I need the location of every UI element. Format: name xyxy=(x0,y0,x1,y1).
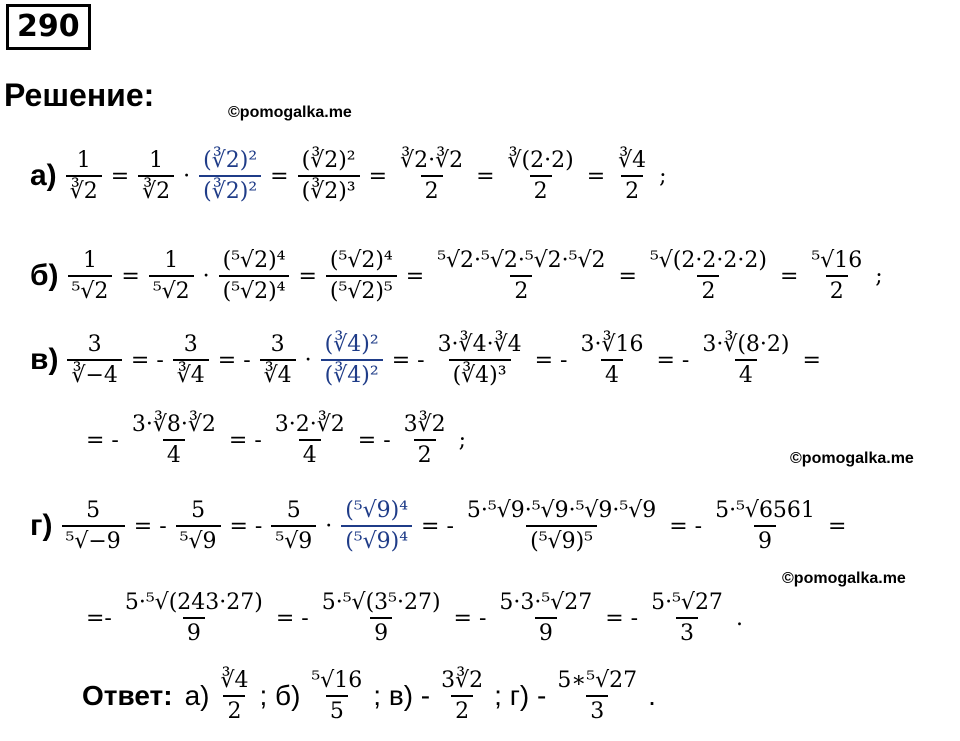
fraction xyxy=(219,248,290,304)
fraction xyxy=(463,498,660,554)
watermark: ©pomogalka.me xyxy=(790,450,914,467)
operator: = - xyxy=(421,513,454,539)
operator: = xyxy=(618,263,637,289)
numerator: 3·∛16 xyxy=(580,332,644,357)
fraction xyxy=(711,498,819,554)
fraction xyxy=(307,668,366,724)
part-label: в) xyxy=(30,343,59,376)
operator: = - xyxy=(357,427,391,453)
fraction xyxy=(260,332,296,388)
numerator: 3 xyxy=(183,332,198,357)
operator: = - xyxy=(229,513,263,539)
fraction xyxy=(396,148,467,204)
numerator: ⁵√(2·2·2·2) xyxy=(649,248,767,273)
operator: = - xyxy=(534,347,568,373)
operator: = - xyxy=(228,427,262,453)
fraction xyxy=(68,248,113,304)
fraction xyxy=(504,148,578,204)
fraction xyxy=(199,148,261,204)
operator: = - xyxy=(453,605,487,631)
operator: = xyxy=(802,347,821,373)
numerator: 5 xyxy=(191,498,206,523)
denominator: (∛2)² xyxy=(199,175,261,204)
denominator: ⁵√−9 xyxy=(62,525,125,554)
answer-text: ; в) - xyxy=(373,680,431,711)
numerator: 1 xyxy=(82,248,97,273)
numerator: 5∗⁵√27 xyxy=(557,668,638,693)
part-label: б) xyxy=(30,259,59,292)
fraction xyxy=(216,668,252,724)
operator: · xyxy=(202,263,210,289)
fraction xyxy=(553,668,641,724)
watermark: ©pomogalka.me xyxy=(228,104,352,121)
solution-line-v xyxy=(30,332,827,388)
denominator: 2 xyxy=(421,175,443,204)
numerator: 3∛2 xyxy=(403,412,446,437)
operator: = - xyxy=(217,347,251,373)
denominator: 9 xyxy=(183,617,205,646)
operator: = xyxy=(298,263,317,289)
denominator: 9 xyxy=(535,617,557,646)
numerator: 5·3·⁵√27 xyxy=(499,590,593,615)
fraction xyxy=(173,332,209,388)
fraction xyxy=(271,412,349,468)
denominator: ⁵√2 xyxy=(149,275,194,304)
denominator: (∛4)³ xyxy=(449,359,511,388)
part-label: а) xyxy=(30,159,57,192)
fraction xyxy=(67,332,121,388)
numerator: ⁵√2·⁵√2·⁵√2·⁵√2 xyxy=(437,248,606,273)
operator: = - xyxy=(275,605,309,631)
numerator: ⁵√16 xyxy=(311,668,363,693)
numerator: 3 xyxy=(270,332,285,357)
denominator: ∛2 xyxy=(138,175,174,204)
fraction xyxy=(62,498,125,554)
operator: = - xyxy=(86,427,119,453)
operator: = - xyxy=(133,513,167,539)
denominator: 2 xyxy=(530,175,552,204)
fraction xyxy=(271,498,316,554)
watermark: ©pomogalka.me xyxy=(782,570,906,587)
denominator: (⁵√9)⁵ xyxy=(526,525,597,554)
fraction xyxy=(138,148,174,204)
numerator: (∛2)² xyxy=(301,148,356,173)
denominator: 2 xyxy=(223,695,245,724)
operator: = - xyxy=(391,347,425,373)
denominator: 5 xyxy=(326,695,348,724)
solution-heading: Решение: xyxy=(4,77,155,113)
solution-line-g-cont xyxy=(80,590,749,646)
denominator: ∛4 xyxy=(260,359,296,388)
denominator: (⁵√2)⁵ xyxy=(326,275,397,304)
numerator: ∛(2·2) xyxy=(507,148,574,173)
operator: = xyxy=(779,263,799,289)
operator: = xyxy=(368,163,388,189)
fraction xyxy=(321,332,383,388)
operator: · xyxy=(325,513,333,539)
numerator: ⁵√16 xyxy=(811,248,863,273)
denominator: ∛2 xyxy=(66,175,102,204)
numerator: 5·⁵√(3⁵·27) xyxy=(321,590,441,615)
denominator: 3 xyxy=(676,617,698,646)
operator: = - xyxy=(656,347,690,373)
numerator: 3·∛8·∛2 xyxy=(131,412,216,437)
fraction xyxy=(698,332,793,388)
numerator: 5·⁵√6561 xyxy=(715,498,815,523)
solution-line-b xyxy=(30,248,889,304)
answer-text: а) xyxy=(184,680,210,711)
denominator: ⁵√2 xyxy=(68,275,113,304)
numerator: 5 xyxy=(286,498,301,523)
denominator: 2 xyxy=(697,275,719,304)
fraction xyxy=(576,332,647,388)
numerator: 5·⁵√9·⁵√9·⁵√9·⁵√9 xyxy=(466,498,657,523)
numerator: 3 xyxy=(87,332,102,357)
denominator: 2 xyxy=(451,695,473,724)
denominator: 2 xyxy=(826,275,848,304)
denominator: (∛4)² xyxy=(321,359,383,388)
fraction xyxy=(434,332,526,388)
denominator: 2 xyxy=(510,275,532,304)
answer-text: ; г) - xyxy=(494,680,547,711)
fraction xyxy=(121,590,267,646)
operator: = xyxy=(121,263,140,289)
operator: = xyxy=(110,163,130,189)
denominator: (⁵√2)⁴ xyxy=(219,275,290,304)
denominator: ∛4 xyxy=(173,359,209,388)
numerator: 3∛2 xyxy=(441,668,484,693)
numerator: 5·⁵√27 xyxy=(651,590,723,615)
denominator: 2 xyxy=(621,175,643,204)
operator: = xyxy=(586,163,606,189)
denominator: (∛2)³ xyxy=(298,175,360,204)
answer-label: Ответ: xyxy=(82,680,173,711)
operator: =- xyxy=(86,605,112,631)
fraction xyxy=(437,668,487,724)
denominator: 4 xyxy=(735,359,757,388)
numerator: (⁵√2)⁴ xyxy=(329,248,393,273)
denominator: (⁵√9)⁴ xyxy=(341,525,412,554)
operator: = xyxy=(270,163,289,189)
operator: ; xyxy=(458,427,467,453)
answer-text: . xyxy=(648,680,656,711)
denominator: 4 xyxy=(163,439,185,468)
part-label: г) xyxy=(30,509,53,542)
numerator: ∛4 xyxy=(618,148,647,173)
fraction xyxy=(176,498,221,554)
numerator: ∛2·∛2 xyxy=(400,148,464,173)
denominator: 9 xyxy=(370,617,392,646)
operator: ; xyxy=(875,263,883,289)
numerator: 1 xyxy=(149,148,164,173)
denominator: 9 xyxy=(754,525,776,554)
fraction xyxy=(341,498,412,554)
denominator: 2 xyxy=(414,439,436,468)
numerator: 1 xyxy=(164,248,179,273)
denominator: ⁵√9 xyxy=(271,525,316,554)
fraction xyxy=(326,248,397,304)
numerator: 1 xyxy=(76,148,91,173)
numerator: (⁵√2)⁴ xyxy=(222,248,286,273)
denominator: 3 xyxy=(586,695,608,724)
fraction xyxy=(647,590,727,646)
denominator: ⁵√9 xyxy=(176,525,221,554)
fraction xyxy=(807,248,866,304)
operator: . xyxy=(735,605,743,631)
fraction xyxy=(149,248,194,304)
numerator: ∛4 xyxy=(220,668,249,693)
solution-line-v-cont xyxy=(80,412,472,468)
operator: · xyxy=(304,347,312,373)
numerator: 3·∛(8·2) xyxy=(702,332,790,357)
answer-line xyxy=(82,668,660,724)
fraction xyxy=(298,148,360,204)
operator: = xyxy=(405,263,425,289)
fraction xyxy=(66,148,102,204)
fraction xyxy=(318,590,445,646)
operator: = - xyxy=(669,513,703,539)
operator: = - xyxy=(130,347,164,373)
fraction xyxy=(495,590,596,646)
numerator: (∛4)² xyxy=(324,332,379,357)
numerator: (⁵√9)⁴ xyxy=(345,498,409,523)
numerator: 5 xyxy=(86,498,101,523)
solution-line-g xyxy=(30,498,852,554)
denominator: 4 xyxy=(601,359,623,388)
operator: = xyxy=(827,513,847,539)
numerator: (∛2)² xyxy=(203,148,258,173)
solution-line-a xyxy=(30,148,673,204)
operator: = xyxy=(476,163,495,189)
operator: · xyxy=(183,163,191,189)
operator: ; xyxy=(659,163,667,189)
numerator: 3·∛4·∛4 xyxy=(437,332,522,357)
fraction xyxy=(614,148,650,204)
operator: = - xyxy=(605,605,639,631)
numerator: 3·2·∛2 xyxy=(274,412,345,437)
answer-text: ; б) xyxy=(259,680,301,711)
numerator: 5·⁵√(243·27) xyxy=(124,590,263,615)
fraction xyxy=(433,248,609,304)
denominator: ∛−4 xyxy=(67,359,121,388)
fraction xyxy=(400,412,450,468)
fraction xyxy=(128,412,220,468)
denominator: 4 xyxy=(299,439,321,468)
fraction xyxy=(646,248,771,304)
problem-number: 290 xyxy=(6,4,91,50)
